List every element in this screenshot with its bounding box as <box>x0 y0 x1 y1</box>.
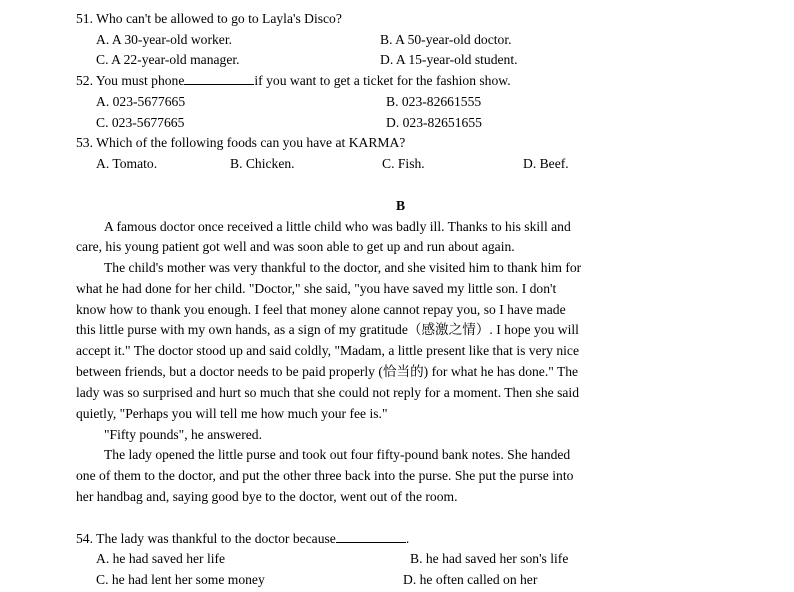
question-54-option-a: A. he had saved her life <box>96 551 226 566</box>
question-51-stem: 51. Who can't be allowed to go to Layla's Disco? <box>76 11 342 26</box>
question-53-stem: 53. Which of the following foods can you have at KARMA? <box>76 135 406 150</box>
question-53-option-b: B. Chicken. <box>230 156 295 171</box>
passage-line: care, his young patient got well and was soon able to get up and run about again. <box>76 239 515 254</box>
passage-line: her handbag and, saying good bye to the doctor, went out of the room. <box>76 489 458 504</box>
passage-line: quietly, "Perhaps you will tell me how much your fee is." <box>76 406 388 421</box>
question-54-option-d: D. he often called on her <box>403 572 538 587</box>
question-53-option-c: C. Fish. <box>382 156 425 171</box>
question-54-stem-after: . <box>405 531 410 546</box>
question-53-option-a: A. Tomato. <box>96 156 158 171</box>
passage-line: The child's mother was very thankful to the doctor, and she visited him to thank him for <box>104 260 582 275</box>
passage-line: this little purse with my own hands, as a sign of my gratitude（感激之情）. I hope you will <box>76 322 579 337</box>
passage-line: know how to thank you enough. I feel that money alone cannot repay you, so I have made <box>76 302 566 317</box>
passage-line: A famous doctor once received a little child who was badly ill. Thanks to his skill and <box>104 219 571 234</box>
passage-line: one of them to the doctor, and put the other three back into the purse. She put the purse into <box>76 468 574 483</box>
question-54-blank <box>336 529 406 543</box>
question-54-option-b: B. he had saved her son's life <box>410 551 569 566</box>
question-51-option-c: C. A 22-year-old manager. <box>96 52 240 67</box>
question-52-blank <box>184 71 254 85</box>
question-52-option-a: A. 023-5677665 <box>96 94 186 109</box>
passage-line: "Fifty pounds", he answered. <box>104 427 262 442</box>
passage-line: lady was so surprised and hurt so much that she could not reply for a moment. Then she said <box>76 385 579 400</box>
question-51-option-a: A. A 30-year-old worker. <box>96 32 233 47</box>
question-52-stem-before: 52. You must phone <box>76 73 185 88</box>
question-52-stem <box>76 71 511 91</box>
passage-line: what he had done for her child. "Doctor," she said, "you have saved my little son. I don't <box>76 281 557 296</box>
question-53-option-d: D. Beef. <box>523 156 569 171</box>
question-54-option-c: C. he had lent her some money <box>96 572 265 587</box>
question-54-stem <box>76 529 409 549</box>
question-51-option-b: B. A 50-year-old doctor. <box>380 32 512 47</box>
question-52-option-c: C. 023-5677665 <box>96 115 185 130</box>
question-52-stem-after: if you want to get a ticket for the fashion show. <box>254 73 511 88</box>
question-51-option-d: D. A 15-year-old student. <box>380 52 518 67</box>
question-54-stem-before: 54. The lady was thankful to the doctor because <box>76 531 336 546</box>
passage-line: The lady opened the little purse and took out four fifty-pound bank notes. She handed <box>104 447 571 462</box>
section-title: B <box>396 198 406 213</box>
passage-line: accept it." The doctor stood up and said coldly, "Madam, a little present like that is very nice <box>76 343 579 358</box>
question-52-option-d: D. 023-82651655 <box>386 115 482 130</box>
passage-line: between friends, but a doctor needs to be paid properly (恰当的) for what he has done." The <box>76 364 579 379</box>
question-52-option-b: B. 023-82661555 <box>386 94 482 109</box>
